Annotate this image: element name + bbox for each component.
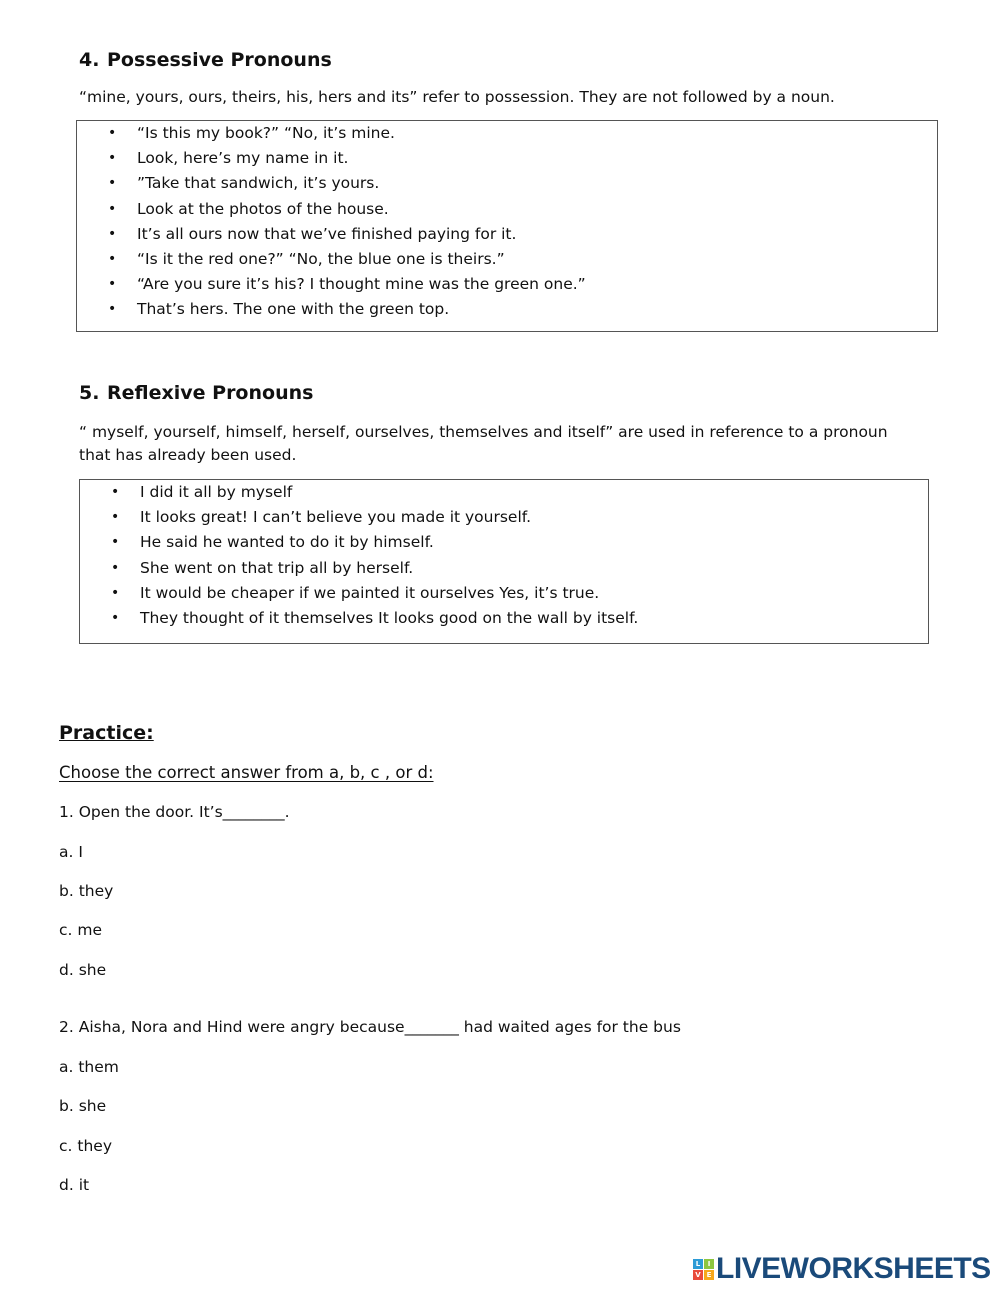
section-5-title: Reflexive Pronouns (107, 382, 314, 404)
possessive-examples-box: • “Is this my book?” “No, it’s mine. • Look, here’s my name in it. • ”Take that sandwich, it’s yours. • Look at the photos of the house. • It’s all ours now that we’ve finished paying for it. • “Is it the red one?” “No, the blue one is theirs.” • “Are you sure it’s his? I thought mine was the green one.” • That’s hers. The one with the green top. (76, 120, 938, 332)
question-1-text: 1. Open the door. It’s________. (59, 803, 290, 821)
liveworksheets-logo-text: LIVEWORKSHEETS (716, 1252, 991, 1285)
reflexive-examples-box: • I did it all by myself • It looks great! I can’t believe you made it yourself. • He said he wanted to do it by himself. • She went on that trip all by herself. • It would be cheaper if we painted it ourselves Yes, it’s true. • They thought of it themselves It looks good on the wall by itself. (79, 479, 929, 644)
question-2-option-b[interactable]: b. she (59, 1097, 107, 1115)
section-4-heading (79, 49, 332, 71)
practice-title: Practice: (59, 722, 154, 744)
question-2-option-d[interactable]: d. it (59, 1176, 90, 1194)
question-1-option-b[interactable]: b. they (59, 882, 114, 900)
question-1-option-d[interactable]: d. she (59, 961, 107, 979)
section-5-intro: “ myself, yourself, himself, herself, ourselves, themselves and itself” are used in reference to a pronoun that has already been used. (79, 423, 888, 464)
section-4-number: 4. (79, 49, 100, 71)
question-2-option-a[interactable]: a. them (59, 1058, 119, 1076)
question-1-option-c[interactable]: c. me (59, 921, 103, 939)
question-2-option-c[interactable]: c. they (59, 1137, 112, 1155)
liveworksheets-logo (693, 1252, 991, 1286)
section-5-number: 5. (79, 382, 100, 404)
question-2-text: 2. Aisha, Nora and Hind were angry because_______ had waited ages for the bus (59, 1018, 681, 1036)
liveworksheets-logo-icon: L I V E (693, 1259, 714, 1280)
section-5-heading (79, 382, 313, 404)
question-1-option-a[interactable]: a. I (59, 843, 83, 861)
practice-instruction: Choose the correct answer from a, b, c , or d: (59, 763, 434, 782)
section-4-title: Possessive Pronouns (107, 49, 332, 71)
section-4-intro: “mine, yours, ours, theirs, his, hers and its” refer to possession. They are not followed by a noun. (79, 88, 835, 106)
